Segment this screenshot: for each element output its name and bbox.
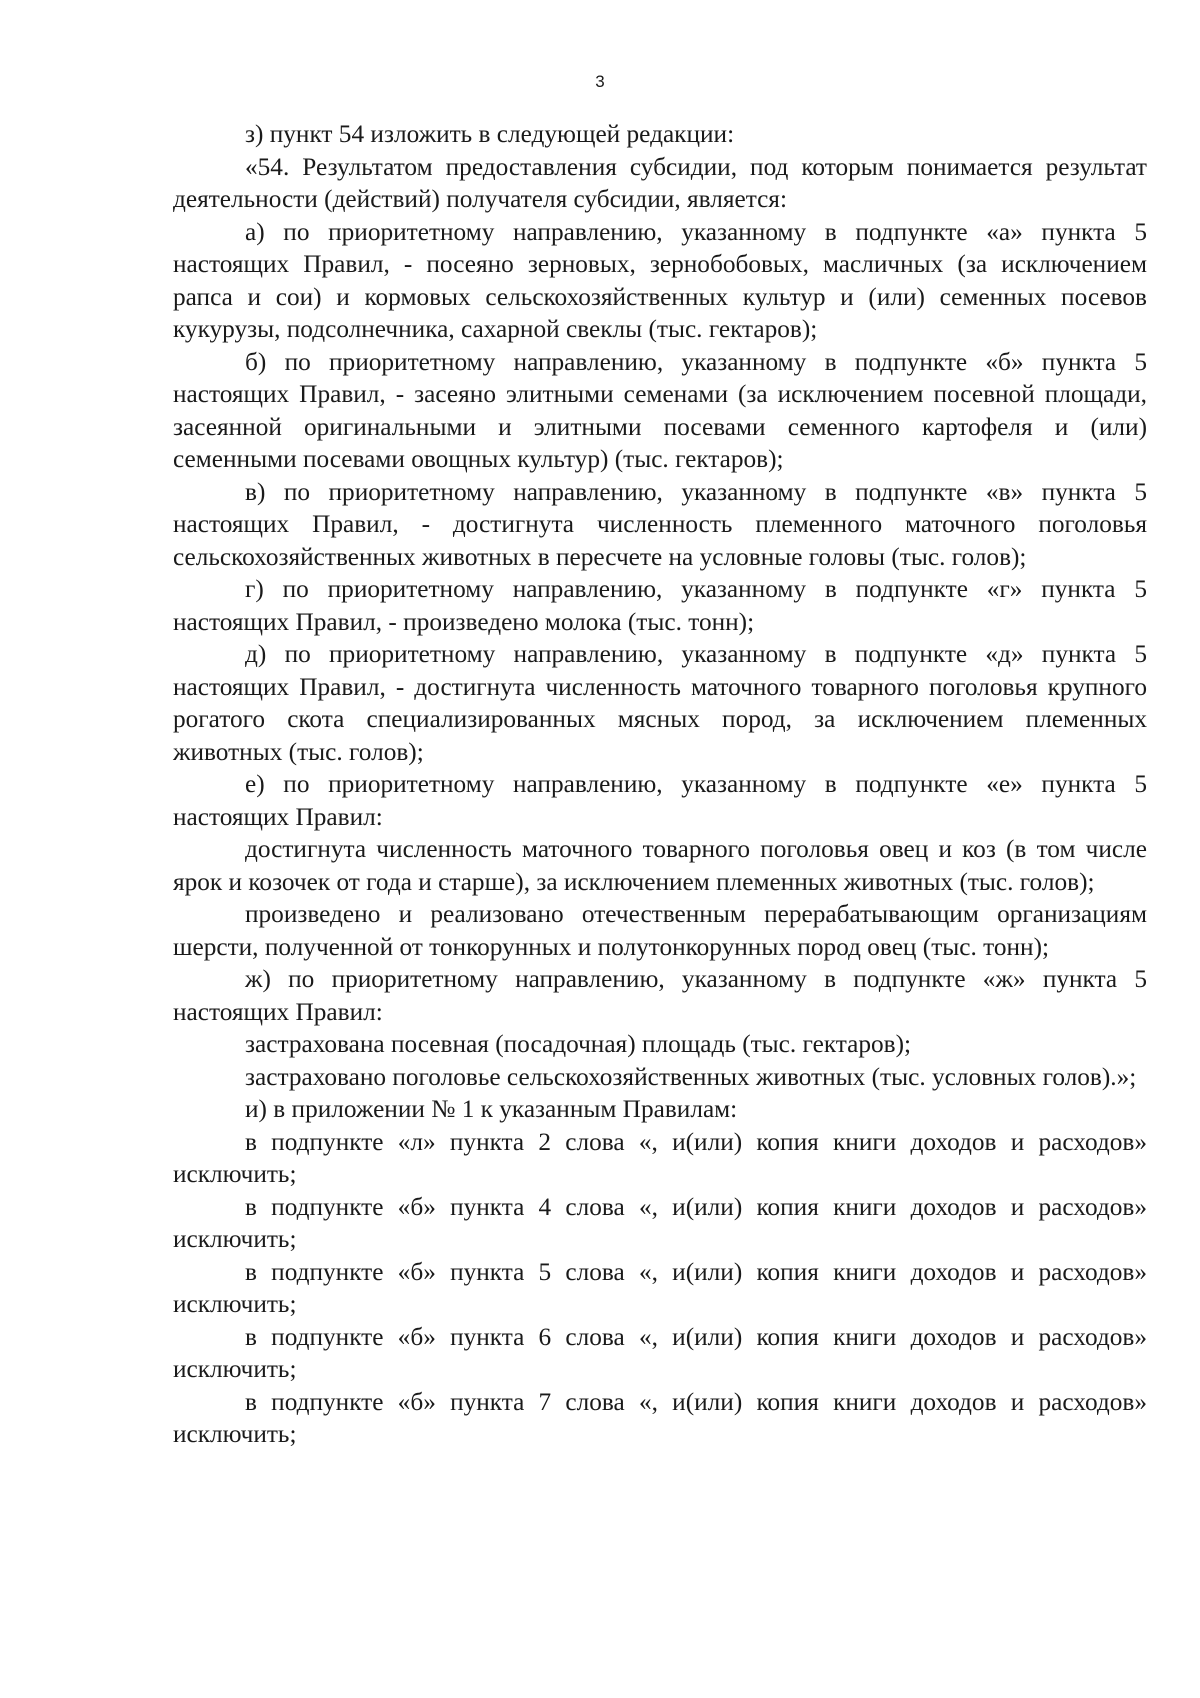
paragraph: ж) по приоритетному направлению, указанному в подпункте «ж» пункта 5 настоящих Правил:	[173, 965, 1147, 1026]
paragraph: з) пункт 54 изложить в следующей редакции:	[245, 120, 735, 148]
paragraph: в подпункте «б» пункта 7 слова «, и(или) копия книги доходов и расходов» исключить;	[173, 1387, 1147, 1448]
paragraph: застрахована посевная (посадочная) площадь (тыс. гектаров);	[245, 1030, 912, 1058]
paragraph: произведено и реализовано отечественным перерабатывающим организациям шерсти, полученной от тонкорунных и полутонкорунных пород овец (тыс. тонн);	[173, 900, 1147, 961]
paragraph: в) по приоритетному направлению, указанному в подпункте «в» пункта 5 настоящих Правил, - достигнута численность племенного маточного поголовья сельскохозяйственных животных в пересчете на условные головы (тыс. голов);	[173, 477, 1147, 571]
paragraph: достигнута численность маточного товарного поголовья овец и коз (в том числе ярок и козочек от года и старше), за исключением племенных животных (тыс. голов);	[173, 835, 1147, 896]
paragraph: «54. Результатом предоставления субсидии, под которым понимается результат деятельности (действий) получателя субсидии, является:	[173, 152, 1147, 213]
document-body	[173, 118, 1147, 1451]
paragraph: застраховано поголовье сельскохозяйственных животных (тыс. условных голов).»;	[245, 1062, 1137, 1091]
paragraph: а) по приоритетному направлению, указанному в подпункте «а» пункта 5 настоящих Правил, - посеяно зерновых, зернобобовых, масличных (за исключением рапса и сои) и кормовых сельскохозяйственных культур и (или) семенных посевов кукурузы, подсолнечника, сахарной свеклы (тыс. гектаров);	[173, 217, 1147, 343]
paragraph: в подпункте «б» пункта 5 слова «, и(или) копия книги доходов и расходов» исключить;	[173, 1257, 1147, 1318]
paragraph: е) по приоритетному направлению, указанному в подпункте «е» пункта 5 настоящих Правил:	[173, 770, 1147, 831]
paragraph: б) по приоритетному направлению, указанному в подпункте «б» пункта 5 настоящих Правил, - засеяно элитными семенами (за исключением посевной площади, засеянной оригинальными и элитными посевами семенного картофеля и (или) семенными посевами овощных культур) (тыс. гектаров);	[173, 347, 1147, 473]
paragraph: д) по приоритетному направлению, указанному в подпункте «д» пункта 5 настоящих Правил, - достигнута численность маточного товарного поголовья крупного рогатого скота специализированных мясных пород, за исключением племенных животных (тыс. голов);	[173, 640, 1147, 766]
paragraph: в подпункте «л» пункта 2 слова «, и(или) копия книги доходов и расходов» исключить;	[173, 1127, 1147, 1188]
paragraph: в подпункте «б» пункта 6 слова «, и(или) копия книги доходов и расходов» исключить;	[173, 1322, 1147, 1383]
page-number: 3	[595, 72, 605, 91]
paragraph: в подпункте «б» пункта 4 слова «, и(или) копия книги доходов и расходов» исключить;	[173, 1192, 1147, 1253]
paragraph: и) в приложении № 1 к указанным Правилам:	[245, 1095, 738, 1123]
paragraph: г) по приоритетному направлению, указанному в подпункте «г» пункта 5 настоящих Правил, - произведено молока (тыс. тонн);	[173, 575, 1147, 636]
